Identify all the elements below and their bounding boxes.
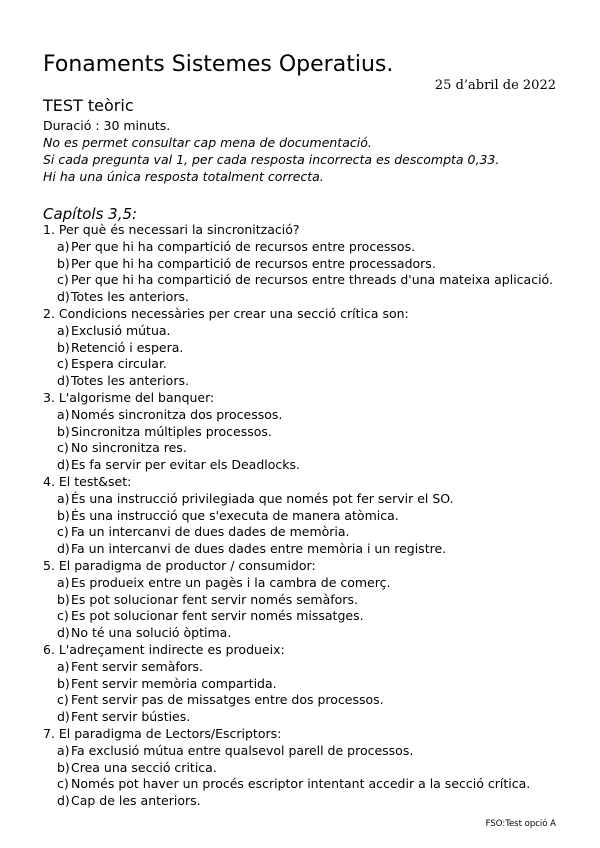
option-letter: b)	[57, 591, 70, 607]
answer-option	[43, 508, 553, 525]
question-title: 5. El paradigma de productor / consumidor:	[43, 557, 316, 573]
answer-option	[43, 239, 553, 256]
option-letter: c)	[57, 608, 69, 624]
option-letter: d)	[57, 373, 70, 389]
answer-option	[43, 743, 553, 760]
option-text: Fa un intercanvi de dues dades de memòria.	[71, 524, 350, 540]
option-text: Sincronitza múltiples processos.	[71, 423, 272, 439]
question-title: 1. Per què és necessari la sincronització?	[43, 222, 300, 237]
option-text: Cap de les anteriors.	[71, 793, 201, 809]
option-letter: c)	[57, 272, 69, 288]
option-letter: d)	[57, 625, 70, 641]
option-text: Fent servir semàfors.	[71, 658, 204, 674]
option-letter: d)	[57, 793, 70, 809]
answer-option	[43, 541, 553, 558]
option-letter: a)	[57, 322, 70, 338]
question-3	[43, 390, 553, 474]
answer-option	[43, 524, 553, 541]
option-letter: b)	[57, 759, 70, 775]
answer-option	[43, 575, 553, 592]
question-title: 7. El paradigma de Lectors/Escriptors:	[43, 725, 282, 741]
option-letter: a)	[57, 658, 70, 674]
option-letter: c)	[57, 692, 69, 708]
option-text: Totes les anteriors.	[71, 373, 189, 389]
answer-option	[43, 340, 553, 357]
option-text: És una instrucció privilegiada que només pot fer servir el SO.	[71, 490, 454, 506]
answer-option	[43, 407, 553, 424]
option-letter: a)	[57, 406, 70, 422]
question-5	[43, 558, 553, 642]
answer-option	[43, 373, 553, 390]
answer-option	[43, 440, 553, 457]
question-4	[43, 474, 553, 558]
answer-option	[43, 289, 553, 306]
answer-option	[43, 659, 553, 676]
answer-option	[43, 793, 553, 810]
answer-option	[43, 625, 553, 642]
answer-option	[43, 457, 553, 474]
answer-option	[43, 323, 553, 340]
rule-scoring: Si cada pregunta val 1, per cada resposta incorrecta es descompta 0,33.	[43, 152, 500, 167]
answer-option	[43, 676, 553, 693]
answer-option	[43, 608, 553, 625]
option-text: Per que hi ha compartició de recursos entre processos.	[71, 238, 416, 254]
option-text: Es fa servir per evitar els Deadlocks.	[71, 457, 300, 473]
chapters-heading: Capítols 3,5:	[43, 205, 138, 223]
option-letter: a)	[57, 742, 70, 758]
option-letter: c)	[57, 356, 69, 372]
option-letter: c)	[57, 524, 69, 540]
option-text: No sincronitza res.	[71, 440, 187, 456]
option-text: Totes les anteriors.	[71, 289, 189, 305]
option-text: Es produeix entre un pagès i la cambra de comerç.	[71, 574, 391, 590]
question-7	[43, 726, 553, 810]
option-letter: a)	[57, 490, 70, 506]
option-text: Només pot haver un procés escriptor intentant accedir a la secció crítica.	[71, 776, 531, 792]
document-title: Fonaments Sistemes Operatius.	[43, 52, 394, 77]
answer-option	[43, 709, 553, 726]
question-title: 6. L'adreçament indirecte es produeix:	[43, 641, 285, 657]
option-text: Es pot solucionar fent servir només semàfors.	[71, 591, 358, 607]
option-text: Espera circular.	[71, 356, 167, 372]
answer-option	[43, 776, 553, 793]
option-letter: b)	[57, 423, 70, 439]
option-text: Fent servir pas de missatges entre dos processos.	[71, 692, 384, 708]
option-text: Fa un intercanvi de dues dades entre memòria i un registre.	[71, 541, 447, 557]
option-letter: a)	[57, 238, 70, 254]
answer-option	[43, 256, 553, 273]
answer-option	[43, 491, 553, 508]
option-text: Fa exclusió mútua entre qualsevol parell de processos.	[71, 742, 414, 758]
page-footer: FSO:Test opció A	[485, 819, 556, 829]
option-letter: d)	[57, 457, 70, 473]
option-text: És una instrucció que s'executa de manera atòmica.	[71, 507, 399, 523]
option-text: Es pot solucionar fent servir només missatges.	[71, 608, 364, 624]
option-text: Per que hi ha compartició de recursos entre threads d'una mateixa aplicació.	[71, 272, 553, 288]
question-title: 3. L'algorisme del banquer:	[43, 389, 215, 405]
question-6	[43, 642, 553, 726]
option-text: Només sincronitza dos processos.	[71, 406, 283, 422]
question-title: 4. El test&set:	[43, 473, 132, 489]
option-text: Fent servir memòria compartida.	[71, 675, 277, 691]
option-letter: a)	[57, 574, 70, 590]
test-instructions	[43, 117, 499, 185]
question-1	[43, 222, 553, 306]
duration-text: Duració : 30 minuts.	[43, 118, 171, 133]
option-letter: b)	[57, 675, 70, 691]
answer-option	[43, 272, 553, 289]
rule-no-documentation: No es permet consultar cap mena de documentació.	[43, 135, 372, 150]
test-subtitle: TEST teòric	[43, 96, 134, 115]
question-title: 2. Condicions necessàries per crear una secció crítica son:	[43, 305, 409, 321]
answer-option	[43, 356, 553, 373]
option-letter: d)	[57, 709, 70, 725]
option-text: No té una solució òptima.	[71, 625, 232, 641]
option-letter: b)	[57, 255, 70, 271]
option-letter: c)	[57, 440, 69, 456]
option-letter: d)	[57, 541, 70, 557]
document-date: 25 d’abril de 2022	[434, 78, 556, 93]
answer-option	[43, 692, 553, 709]
option-letter: b)	[57, 339, 70, 355]
option-letter: b)	[57, 507, 70, 523]
option-text: Exclusió mútua.	[71, 322, 171, 338]
option-text: Crea una secció critica.	[71, 759, 217, 775]
answer-option	[43, 592, 553, 609]
question-2	[43, 306, 553, 390]
option-letter: d)	[57, 289, 70, 305]
answer-option	[43, 424, 553, 441]
option-text: Retenció i espera.	[71, 339, 184, 355]
option-text: Fent servir bústies.	[71, 709, 191, 725]
option-text: Per que hi ha compartició de recursos entre processadors.	[71, 255, 436, 271]
option-letter: c)	[57, 776, 69, 792]
questions-list	[43, 222, 553, 810]
answer-option	[43, 760, 553, 777]
rule-single-answer: Hi ha una única resposta totalment correcta.	[43, 169, 324, 184]
